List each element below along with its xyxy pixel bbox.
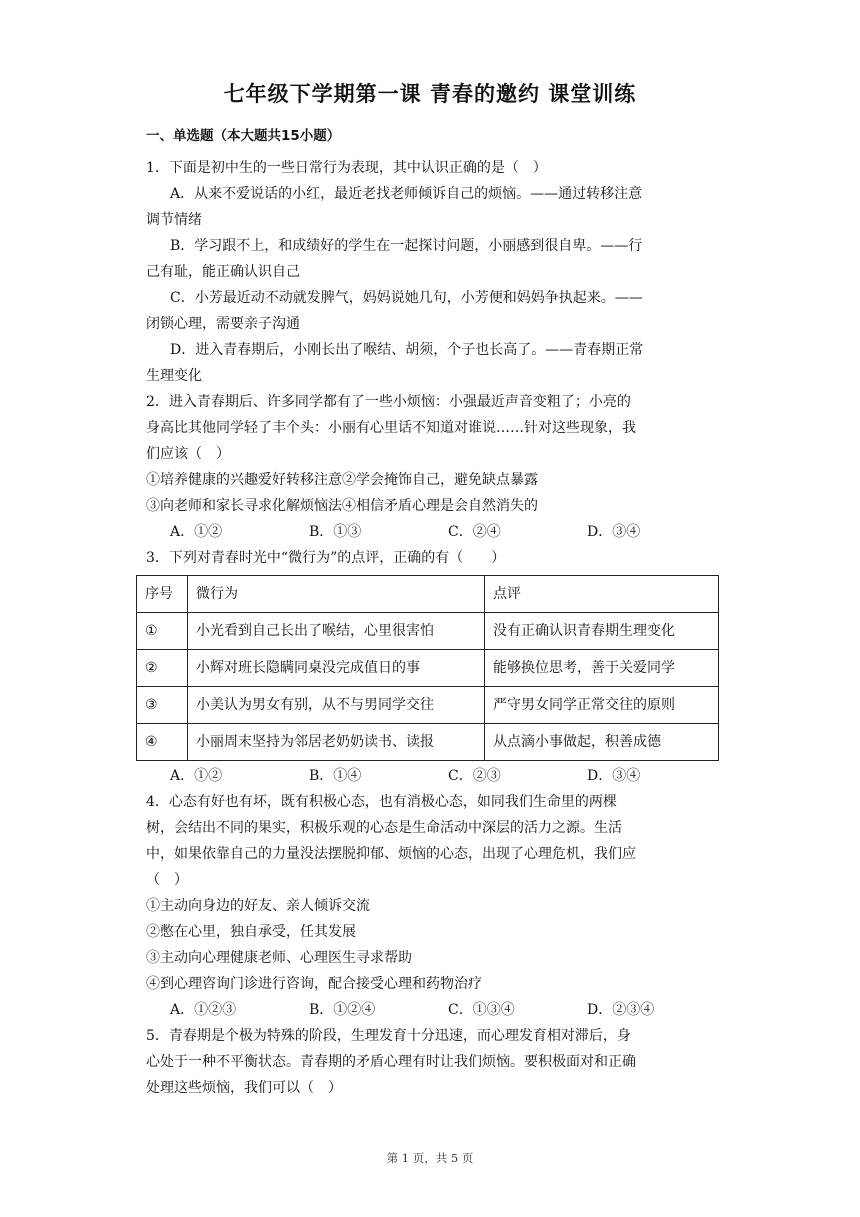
question-1: [146, 155, 726, 389]
table-cell: 小辉对班长隐瞒同桌没完成值日的事: [188, 650, 485, 687]
option-c-cont: 闭锁心理，需要亲子沟通: [146, 316, 300, 332]
option-c: C．①③④: [448, 1002, 515, 1018]
statement-line: ③主动向心理健康老师、心理医生寻求帮助: [146, 950, 412, 966]
table-header-row: [137, 576, 719, 613]
option-b-cont: 己有耻，能正确认识自己: [146, 264, 300, 280]
option-d: D．③④: [587, 768, 641, 784]
option-d: D．进入青春期后，小刚长出了喉结、胡须，个子也长高了。——青春期正常: [170, 342, 644, 358]
table-row: [137, 724, 719, 761]
option-d-cont: 生理变化: [146, 368, 202, 384]
option-a: A．①②: [170, 524, 223, 540]
option-b: B．学习跟不上，和成绩好的学生在一起探讨问题，小丽感到很自卑。——行: [170, 238, 643, 254]
header-cell: 微行为: [188, 576, 485, 613]
option-b: B．①②④: [309, 1002, 376, 1018]
option-a: A．①②③: [170, 1002, 237, 1018]
question-stem-line: 中，如果依靠自己的力量没法摆脱抑郁、烦恼的心态，出现了心理危机，我们应: [146, 846, 636, 862]
question-stem-line: （ ）: [146, 872, 188, 888]
behavior-table: [136, 575, 719, 761]
answer-options: [146, 763, 726, 789]
table-cell: ①: [137, 613, 188, 650]
option-a: A．从来不爱说话的小红，最近老找老师倾诉自己的烦恼。——通过转移注意: [170, 186, 643, 202]
question-5: [146, 1023, 726, 1101]
table-cell: 没有正确认识青春期生理变化: [485, 613, 719, 650]
question-4: [146, 789, 726, 1023]
question-stem: 1．下面是初中生的一些日常行为表现，其中认识正确的是（ ）: [146, 160, 547, 176]
table-row: [137, 650, 719, 687]
question-list: [146, 155, 726, 1101]
question-stem-line: 们应该（ ）: [146, 446, 230, 462]
option-c: C．②③: [448, 768, 501, 784]
table-cell: ④: [137, 724, 188, 761]
question-stem-line: 身高比其他同学轻了丰个头：小丽有心里话不知道对谁说……针对这些现象，我: [146, 420, 636, 436]
statement-line: ③向老师和家长寻求化解烦恼法④相信矛盾心理是会自然消失的: [146, 498, 538, 514]
option-a-cont: 调节情绪: [146, 212, 202, 228]
table-row: [137, 687, 719, 724]
table-cell: 小美认为男女有别，从不与男同学交往: [188, 687, 485, 724]
question-stem: 4．心态有好也有坏，既有积极心态，也有消极心态，如同我们生命里的两棵: [146, 794, 617, 810]
statement-line: ④到心理咨询门诊进行咨询，配合接受心理和药物治疗: [146, 976, 482, 992]
option-c: C．小芳最近动不动就发脾气，妈妈说她几句，小芳便和妈妈争执起来。——: [170, 290, 643, 306]
option-d: D．③④: [587, 524, 641, 540]
option-a: A．①②: [170, 768, 223, 784]
header-cell: 点评: [485, 576, 719, 613]
question-stem-line: 处理这些烦恼，我们可以（ ）: [146, 1080, 342, 1096]
table-cell: ②: [137, 650, 188, 687]
option-d: D．②③④: [587, 1002, 655, 1018]
table-cell: 能够换位思考，善于关爱同学: [485, 650, 719, 687]
option-c: C．②④: [448, 524, 501, 540]
question-stem-line: 树，会结出不同的果实，积极乐观的心态是生命活动中深层的活力之源。生活: [146, 820, 622, 836]
table-cell: 严守男女同学正常交往的原则: [485, 687, 719, 724]
table-cell: ③: [137, 687, 188, 724]
answer-options: [146, 997, 726, 1023]
question-stem: 2．进入青春期后、许多同学都有了一些小烦恼：小强最近声音变粗了；小亮的: [146, 394, 631, 410]
page-title: 七年级下学期第一课 青春的邀约 课堂训练: [223, 82, 637, 106]
statement-line: ①培养健康的兴趣爱好转移注意②学会掩饰自己，避免缺点暴露: [146, 472, 538, 488]
table-cell: 小丽周末坚持为邻居老奶奶读书、读报: [188, 724, 485, 761]
question-stem-line: 心处于一种不平衡状态。青春期的矛盾心理有时让我们烦恼。要积极面对和正确: [146, 1054, 636, 1070]
question-stem: 3．下列对青春时光中“微行为”的点评，正确的有（ ）: [146, 550, 506, 566]
table-cell: 小光看到自己长出了喉结，心里很害怕: [188, 613, 485, 650]
answer-options: [146, 519, 726, 545]
question-3: [146, 545, 726, 789]
page-footer: 第 1 页，共 5 页: [386, 1151, 474, 1165]
table-cell: 从点滴小事做起，积善成德: [485, 724, 719, 761]
option-b: B．①④: [309, 768, 362, 784]
table-row: [137, 613, 719, 650]
section-heading: 一、单选题（本大题共15小题）: [146, 128, 341, 144]
statement-line: ②憋在心里，独自承受，任其发展: [146, 924, 356, 940]
header-cell: 序号: [137, 576, 188, 613]
statement-line: ①主动向身边的好友、亲人倾诉交流: [146, 898, 370, 914]
question-2: [146, 389, 726, 545]
option-b: B．①③: [309, 524, 362, 540]
question-stem: 5．青春期是个极为特殊的阶段，生理发育十分迅速，而心理发育相对滞后，身: [146, 1028, 631, 1044]
